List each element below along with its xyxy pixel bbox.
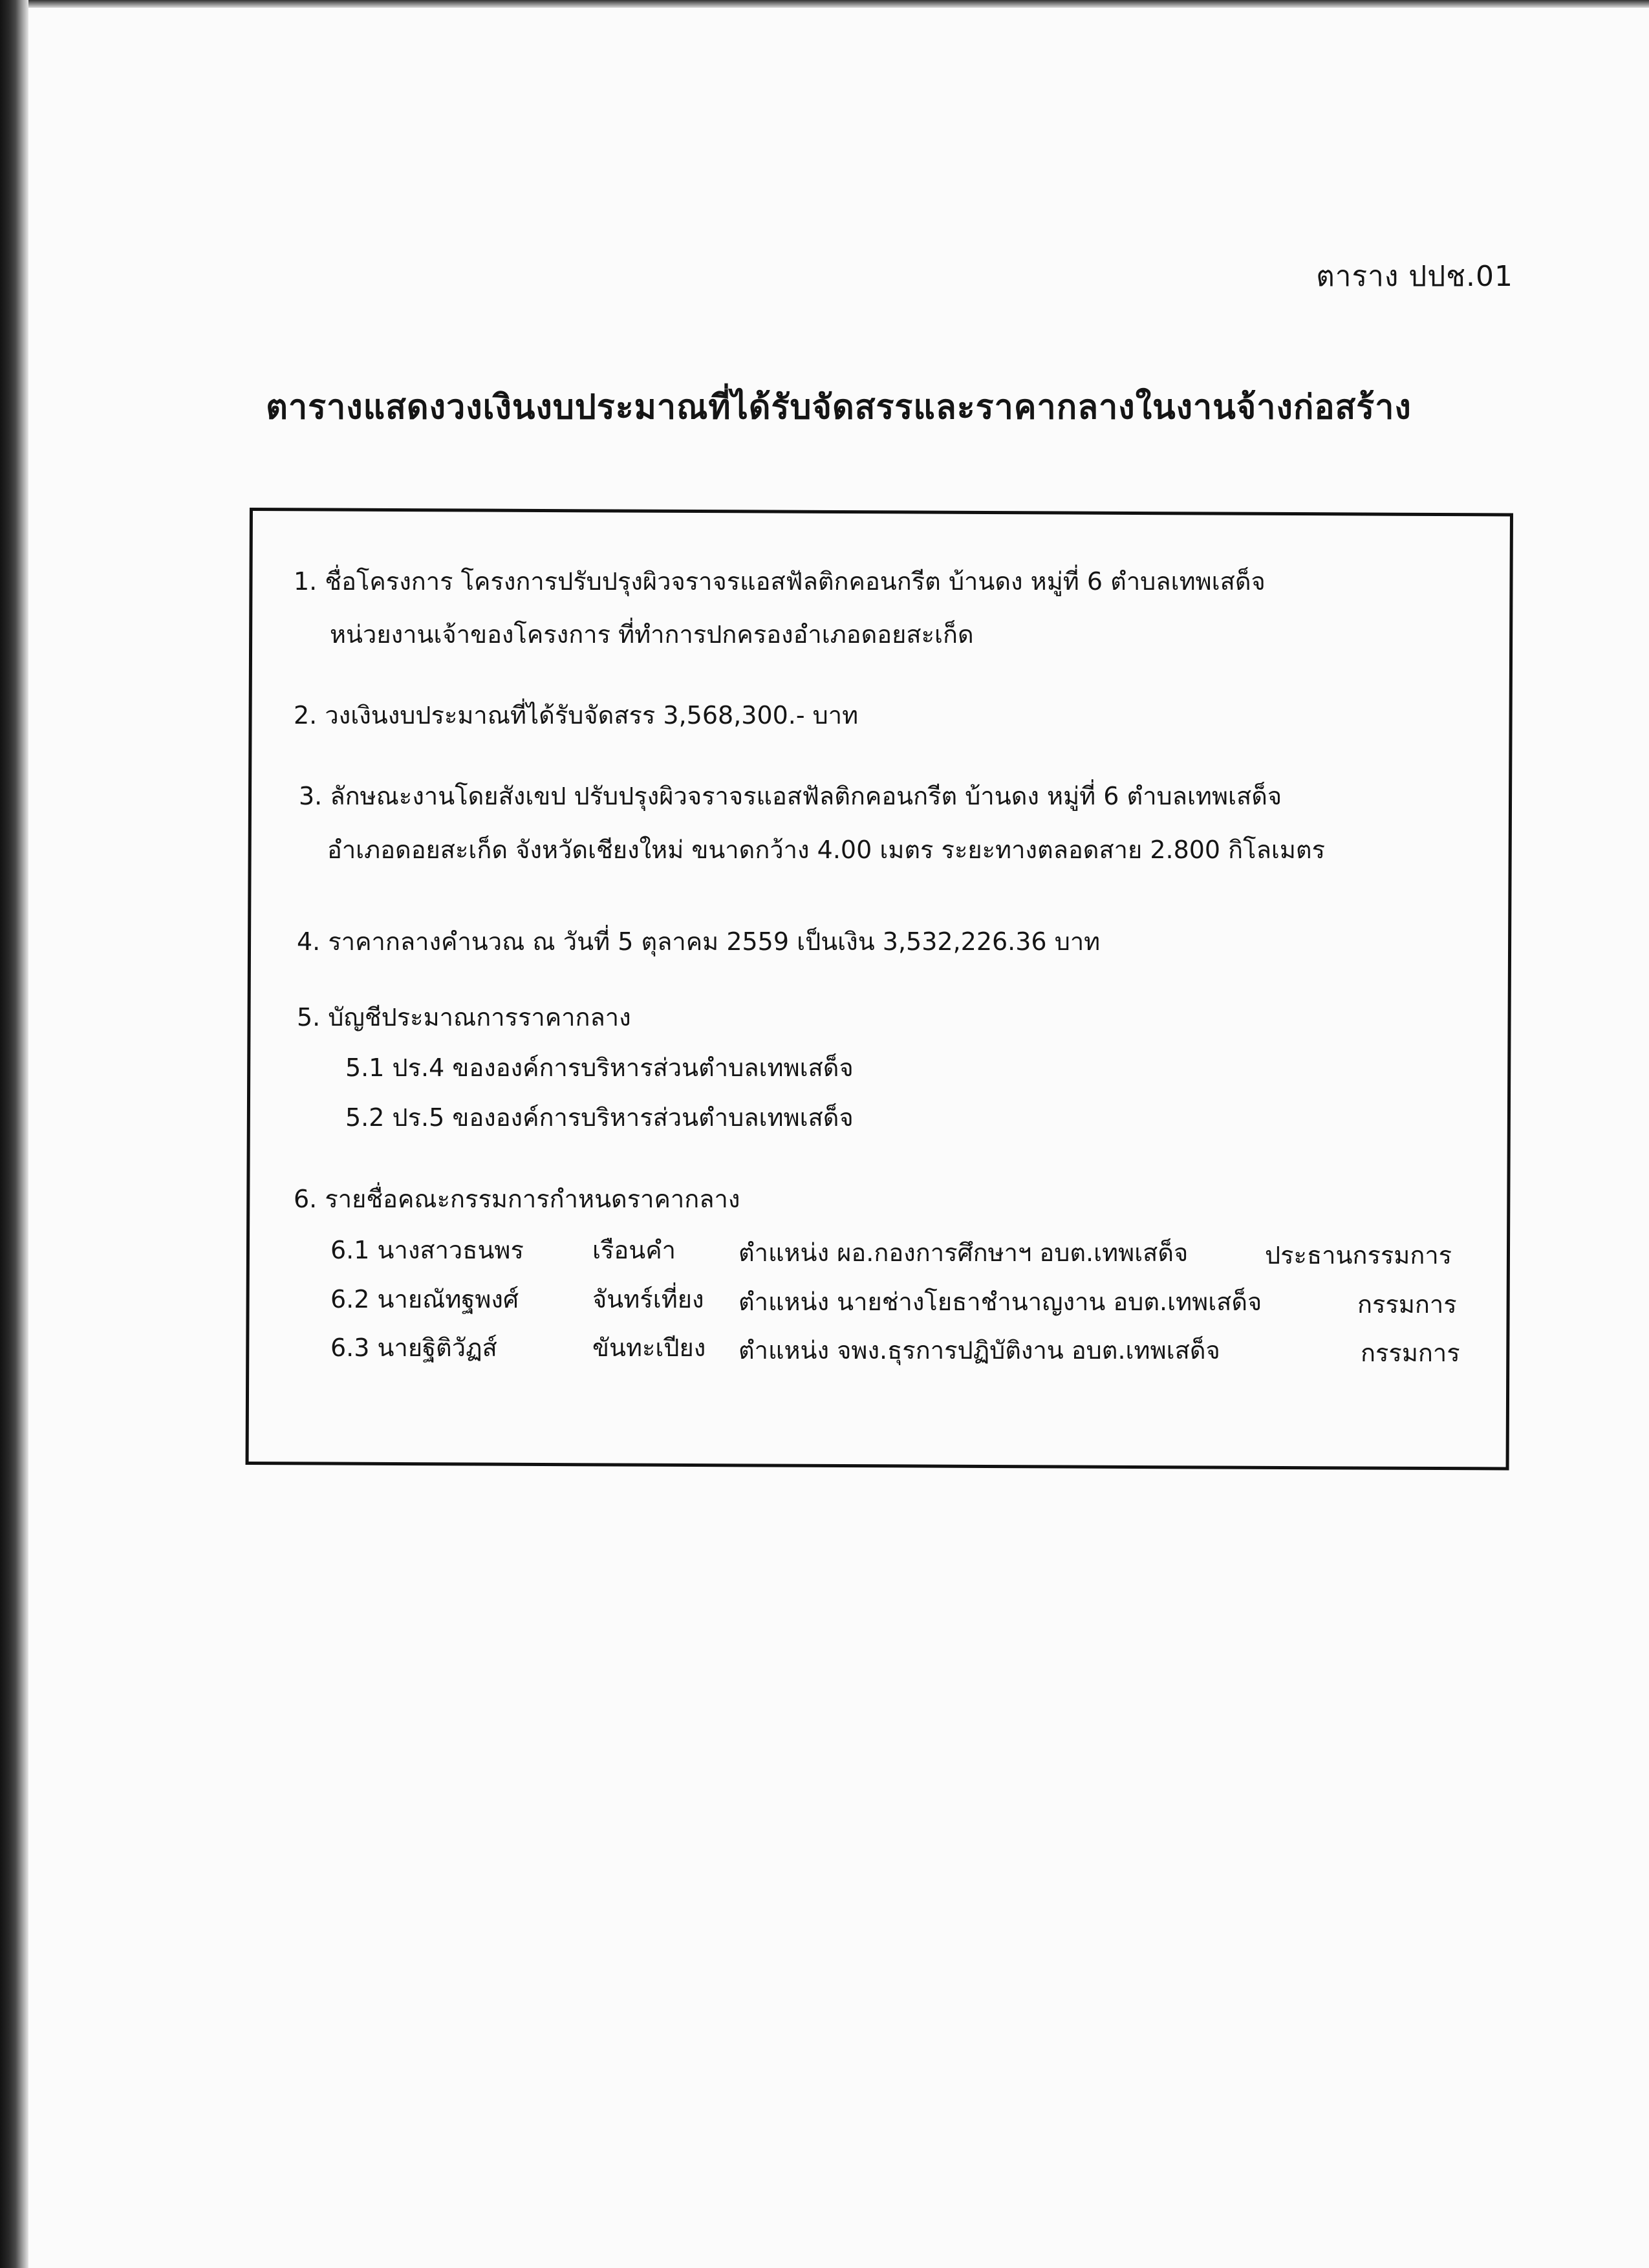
- committee-1-position: ตำแหน่ง ผอ.กองการศึกษาฯ อบต.เทพเสด็จ: [738, 1238, 1189, 1267]
- item-5-1: 5.1 ปร.4 ขององค์การบริหารส่วนตำบลเทพเสด็จ: [345, 1053, 854, 1082]
- committee-2-role: กรรมการ: [1357, 1290, 1457, 1319]
- scan-top-edge: [28, 0, 1649, 8]
- item-3-work-description: 3. ลักษณะงานโดยสังเขป ปรับปรุงผิวจราจรแอสฟัลติกคอนกรีต บ้านดง หมู่ที่ 6 ตำบลเทพเสด็จ: [299, 782, 1282, 810]
- committee-1-name: 6.1 นางสาวธนพร: [330, 1236, 524, 1264]
- item-2-budget: 2. วงเงินงบประมาณที่ได้รับจัดสรร 3,568,300.- บาท: [294, 701, 859, 729]
- committee-2-surname: จันทร์เที่ยง: [592, 1285, 704, 1313]
- document-page: [28, 8, 1649, 2268]
- scan-left-edge: [0, 0, 28, 2268]
- content-box: [246, 508, 1513, 1471]
- item-4-median-price: 4. ราคากลางคำนวณ ณ วันที่ 5 ตุลาคม 2559 เป็นเงิน 3,532,226.36 บาท: [297, 927, 1101, 956]
- committee-3-role: กรรมการ: [1361, 1339, 1460, 1367]
- committee-1-surname: เรือนคำ: [592, 1236, 676, 1264]
- item-6-committee-heading: 6. รายชื่อคณะกรรมการกำหนดราคากลาง: [294, 1185, 740, 1213]
- committee-2-name: 6.2 นายณัทฐพงศ์: [330, 1285, 519, 1313]
- item-5-estimate-list: 5. บัญชีประมาณการราคากลาง: [297, 1003, 631, 1031]
- item-1-owner-agency: หน่วยงานเจ้าของโครงการ ที่ทำการปกครองอำเภอดอยสะเก็ด: [330, 620, 974, 649]
- item-3-work-details: อำเภอดอยสะเก็ด จังหวัดเชียงใหม่ ขนาดกว้าง 4.00 เมตร ระยะทางตลอดสาย 2.800 กิโลเมตร: [327, 836, 1326, 864]
- document-title: ตารางแสดงวงเงินงบประมาณที่ได้รับจัดสรรและราคากลางในงานจ้างก่อสร้าง: [266, 388, 1412, 427]
- item-1-project-name: 1. ชื่อโครงการ โครงการปรับปรุงผิวจราจรแอสฟัลติกคอนกรีต บ้านดง หมู่ที่ 6 ตำบลเทพเสด็จ: [294, 567, 1266, 596]
- committee-3-surname: ขันทะเปียง: [592, 1334, 706, 1362]
- document-code: ตาราง ปปช.01: [1316, 260, 1513, 293]
- item-5-2: 5.2 ปร.5 ขององค์การบริหารส่วนตำบลเทพเสด็จ: [345, 1103, 854, 1132]
- committee-1-role: ประธานกรรมการ: [1265, 1241, 1452, 1269]
- committee-2-position: ตำแหน่ง นายช่างโยธาชำนาญงาน อบต.เทพเสด็จ: [738, 1288, 1262, 1316]
- committee-3-position: ตำแหน่ง จพง.ธุรการปฏิบัติงาน อบต.เทพเสด็จ: [738, 1336, 1220, 1365]
- committee-3-name: 6.3 นายฐิติวัฏส์: [330, 1334, 497, 1362]
